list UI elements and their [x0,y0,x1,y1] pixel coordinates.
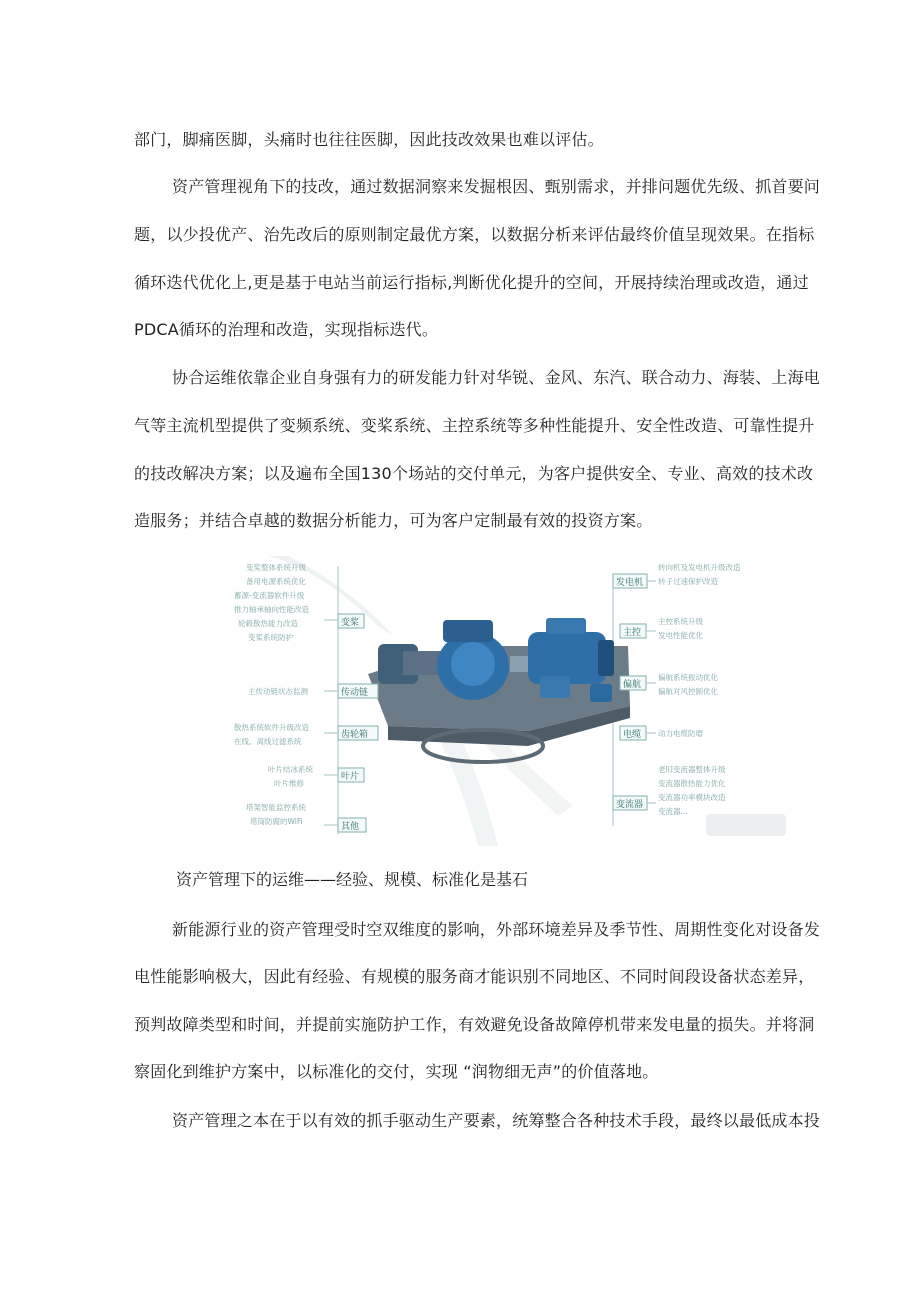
note: 蓄源-变流器软件升级 [234,591,305,600]
paragraph-line: 部门，脚痛医脚，头痛时也往往医脚，因此技改效果也难以评估。 [134,130,604,149]
note: 转子过速保护改造 [658,577,718,586]
paragraph-line: 造服务；并结合卓越的数据分析能力，可为客户定制最有效的投资方案。 [134,511,653,530]
note: 老旧变流器整体升级 [658,765,726,774]
tag-yaw: 偏航 [623,680,642,690]
note: 变流器散热能力优化 [658,779,726,788]
note: 推力轴承轴向性能改造 [234,605,309,614]
note: 变桨整体系统升级 [246,563,306,572]
tag-generator: 发电机 [616,578,644,588]
note: 塔筒防腐的WiFi [250,817,303,826]
note: 转向机及发电机升级改造 [658,563,741,572]
turbine-diagram [228,556,790,846]
note: 叶片维修 [274,779,304,788]
tag-converter: 变流器 [616,800,644,810]
paragraph-line: 资产管理视角下的技改，通过数据洞察来发掘根因、甄别需求，并排问题优先级、抓首要问 [172,177,821,196]
note: 偏航系统振动优化 [658,673,718,682]
note: 偏航对风控制优化 [658,687,718,696]
note: 变流器功率模块改造 [658,793,726,802]
paragraph-line: 察固化到维护方案中，以标准化的交付，实现 “润物细无声”的价值落地。 [134,1062,659,1081]
paragraph-line: 新能源行业的资产管理受时空双维度的影响，外部环境差异及季节性、周期性变化对设备发 [172,920,821,939]
note: 散热系统软件升级改造 [234,723,309,732]
tag-blade: 叶片 [341,772,360,782]
note: 主传动链状态监测 [248,687,308,696]
paragraph-line: 气等主流机型提供了变频系统、变桨系统、主控系统等多种性能提升、安全性改造、可靠性提升 [134,416,815,435]
paragraph-line: 的技改解决方案；以及遍布全国130个场站的交付单元，为客户提供安全、专业、高效的技术改 [134,464,814,483]
note: 塔架智能监控系统 [246,803,306,812]
note: 备用电源系统优化 [246,577,306,586]
paragraph-line: PDCA循环的治理和改造，实现指标迭代。 [134,320,439,339]
figure-caption: 资产管理下的运维——经验、规模、标准化是基石 [176,870,529,889]
paragraph-line: 预判故障类型和时间，并提前实施防护工作，有效避免设备故障停机带来发电量的损失。并将洞 [134,1015,815,1034]
paragraph-line: 题，以少投优产、治先改后的原则制定最优方案，以数据分析来评估最终价值呈现效果。在指标 [134,225,815,244]
tag-pitch: 变桨 [341,618,360,628]
note: 主控系统升级 [658,617,703,626]
note: 在线、离线过滤系统 [234,737,302,746]
tag-gearbox: 齿轮箱 [341,730,369,740]
note: 变流器... [658,807,688,816]
note: 变桨系统防护 [248,633,293,642]
paragraph-line: 协合运维依靠企业自身强有力的研发能力针对华锐、金风、东汽、联合动力、海装、上海电 [172,368,821,387]
tag-main-control: 主控 [623,628,642,638]
note: 发电性能优化 [658,631,703,640]
paragraph-line: 资产管理之本在于以有效的抓手驱动生产要素，统筹整合各种技术手段，最终以最低成本投 [172,1111,821,1130]
paragraph-line: 电性能影响极大，因此有经验、有规模的服务商才能识别不同地区、不同时间段设备状态差异， [134,967,815,986]
paragraph-line: 循环迭代优化上,更是基于电站当前运行指标,判断优化提升的空间，开展持续治理或改造，通过 [134,273,809,292]
note: 轮毂散热能力改造 [238,619,298,628]
tag-other: 其他 [341,822,360,832]
note: 叶片结冰系统 [268,765,313,774]
note: 动力电缆防磨 [658,729,703,738]
tag-drivetrain: 传动链 [341,688,369,698]
tag-cable: 电缆 [623,730,642,740]
